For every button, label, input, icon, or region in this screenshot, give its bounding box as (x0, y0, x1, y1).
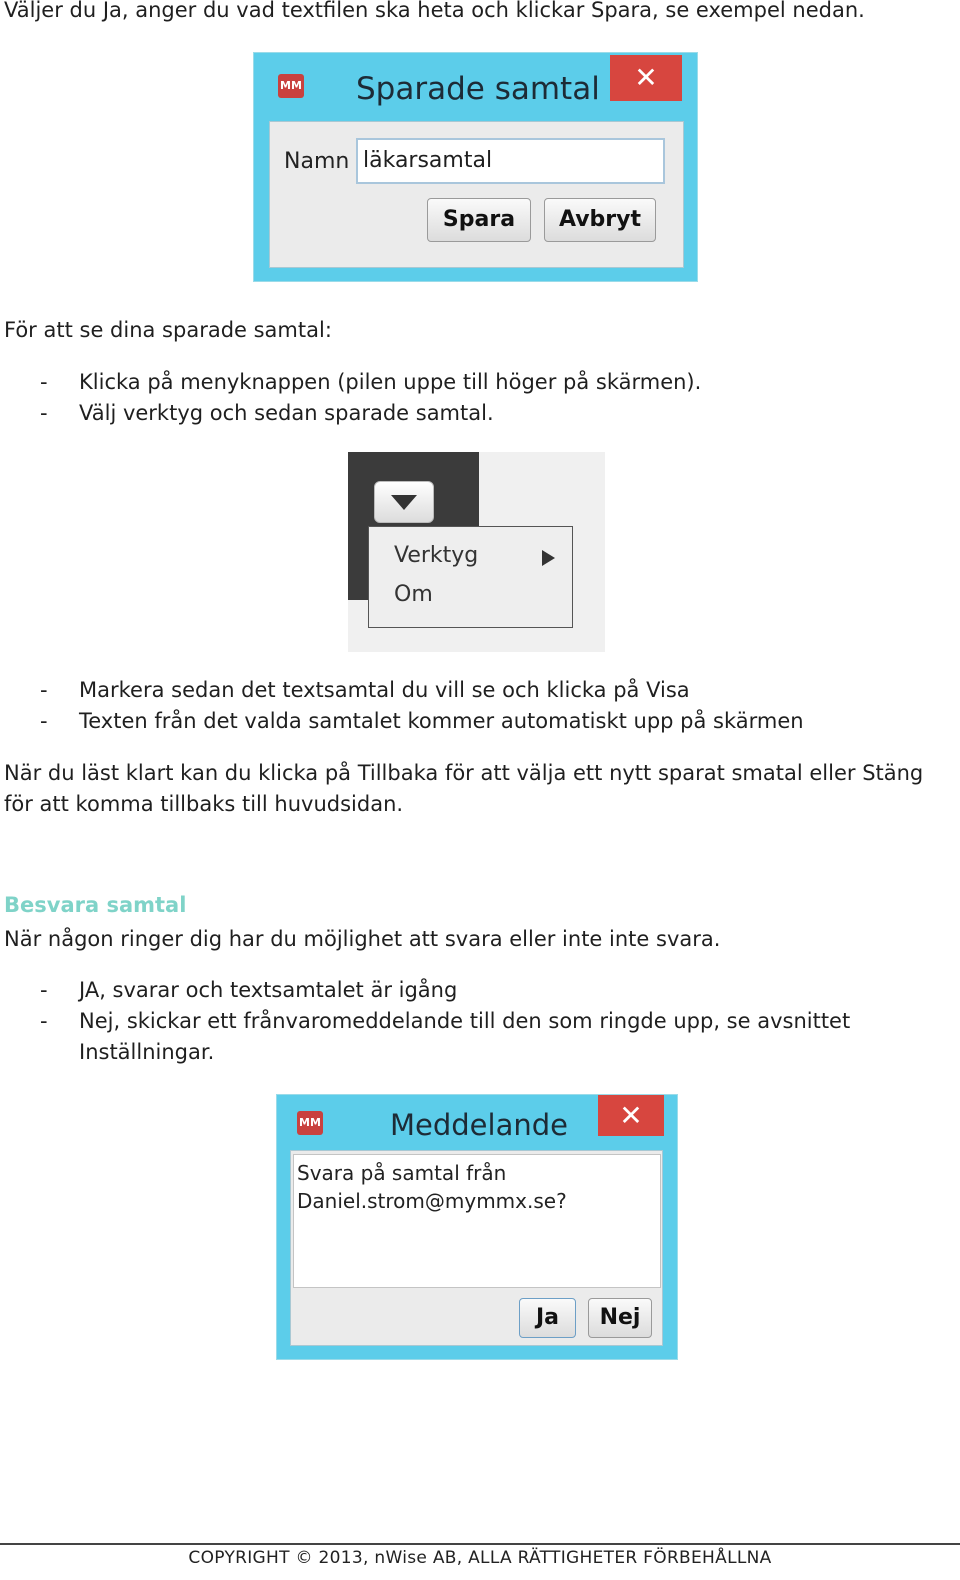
menu-item-verktyg[interactable]: Verktyg (394, 543, 479, 568)
dialog-title: Sparade samtal (356, 71, 600, 107)
submenu-arrow-icon (542, 550, 555, 566)
save-button[interactable]: Spara (427, 198, 531, 242)
no-button[interactable]: Nej (588, 1298, 652, 1338)
close-icon[interactable]: ✕ (598, 1095, 664, 1136)
cancel-button[interactable]: Avbryt (544, 198, 656, 242)
message-line: Daniel.strom@mymmx.se? (297, 1189, 567, 1213)
message-line: Svara på samtal från (297, 1161, 507, 1185)
view-saved-lead: För att se dina sparade samtal: (4, 318, 332, 342)
intro-text: Väljer du Ja, anger du vad textfilen ska heta och klickar Spara, se exempel nedan. (4, 0, 865, 22)
dialog-body (290, 1150, 663, 1346)
name-label: Namn (284, 149, 350, 174)
section-heading: Besvara samtal (4, 893, 187, 917)
menu-screenshot (348, 452, 605, 652)
name-input[interactable]: läkarsamtal (356, 138, 665, 184)
menu-item-om[interactable]: Om (394, 582, 433, 607)
chevron-down-icon (391, 495, 417, 510)
menu-button[interactable] (374, 481, 434, 523)
answer-lead: När någon ringer dig har du möjlighet att svara eller inte inte svara. (4, 927, 721, 951)
footer-divider (0, 1543, 960, 1545)
message-dialog (276, 1094, 678, 1360)
close-icon[interactable]: ✕ (610, 55, 682, 101)
dialog-title: Meddelande (390, 1108, 568, 1142)
yes-button[interactable]: Ja (519, 1298, 576, 1338)
app-logo: MM (297, 1111, 323, 1135)
dropdown-menu (368, 526, 573, 628)
app-logo: MM (278, 74, 304, 98)
message-text-area (293, 1154, 661, 1288)
after-reading-text: När du läst klart kan du klicka på Tillbaka för att välja ett nytt sparat smatal eller Stäng för att komma tillbaks till huvudsidan. (4, 761, 924, 816)
footer-copyright: COPYRIGHT © 2013, nWise AB, ALLA RÄTTIGHETER FÖRBEHÅLLNA (188, 1548, 772, 1568)
save-dialog (253, 52, 698, 282)
dialog-body (269, 121, 684, 268)
